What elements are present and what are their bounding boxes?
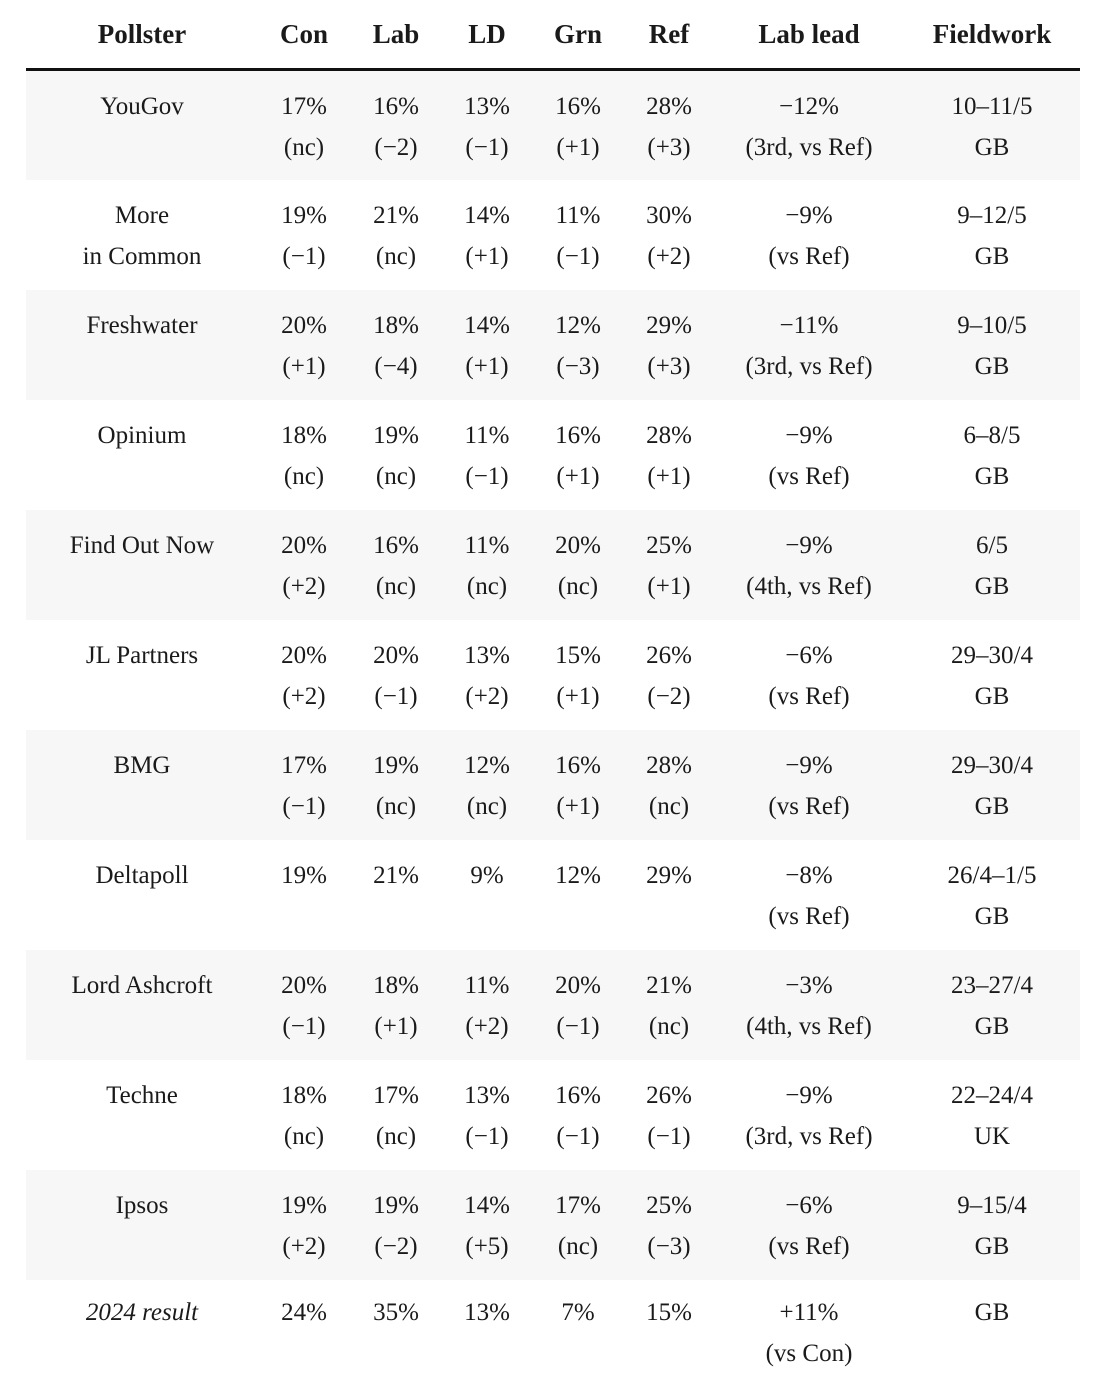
cell-line: 11%: [555, 201, 601, 229]
cell-line: GB: [974, 242, 1010, 270]
cell-line: (+3): [647, 352, 691, 380]
ld-cell: [442, 510, 532, 620]
cell-line: 21%: [373, 861, 419, 889]
con-cell: [258, 1280, 350, 1390]
cell-line: 19%: [281, 861, 327, 889]
cell-line: (+2): [282, 572, 326, 600]
cell-line: (−1): [465, 1122, 509, 1150]
cell-line: (+2): [282, 1232, 326, 1260]
table-row: [26, 840, 1080, 950]
cell-line: 16%: [555, 1081, 601, 1109]
cell-line: Lord Ashcroft: [71, 971, 213, 999]
cell-line: (−1): [556, 1012, 600, 1040]
ref-cell: [624, 290, 714, 400]
ref-cell: [624, 840, 714, 950]
ld-cell: [442, 620, 532, 730]
cell-line: (nc): [648, 792, 690, 820]
cell-line: 14%: [464, 201, 510, 229]
fieldwork-cell: [904, 290, 1080, 400]
con-cell: [258, 950, 350, 1060]
cell-line: 2024 result: [85, 1298, 199, 1326]
cell-line: (nc): [466, 572, 508, 600]
cell-line: (3rd, vs Ref): [745, 134, 873, 161]
cell-line: 13%: [464, 1298, 510, 1326]
cell-line: 10–11/5: [951, 93, 1033, 120]
table-row: [26, 180, 1080, 290]
cell-line: 19%: [281, 201, 327, 229]
cell-line: (vs Ref): [768, 682, 850, 710]
ld-cell: [442, 1060, 532, 1170]
cell-line: 19%: [373, 751, 419, 779]
con-cell: [258, 1170, 350, 1280]
cell-line: 17%: [373, 1081, 419, 1109]
table-row: [26, 950, 1080, 1060]
cell-line: (−2): [374, 1232, 418, 1260]
lab-lead-cell: [714, 620, 904, 730]
cell-line: (+1): [556, 792, 600, 820]
table-row: [26, 70, 1080, 180]
cell-line: 18%: [281, 421, 327, 449]
cell-line: (vs Ref): [768, 1232, 850, 1260]
cell-line: 12%: [464, 751, 510, 779]
table-row: [26, 400, 1080, 510]
cell-line: (nc): [466, 792, 508, 820]
cell-line: 22–24/4: [951, 1081, 1033, 1109]
lab-cell: [350, 70, 442, 180]
lab-cell: [350, 290, 442, 400]
cell-line: 13%: [464, 93, 510, 120]
cell-line: 20%: [373, 641, 419, 669]
fieldwork-cell: [904, 70, 1080, 180]
lab-cell: [350, 510, 442, 620]
lab-lead-cell: [714, 1280, 904, 1390]
cell-line: 19%: [281, 1191, 327, 1219]
cell-line: Find Out Now: [69, 531, 215, 559]
cell-line: Opinium: [97, 421, 187, 449]
grn-cell: [532, 180, 624, 290]
lab-cell: [350, 730, 442, 840]
cell-line: 14%: [464, 1191, 510, 1219]
cell-line: 20%: [555, 531, 601, 559]
cell-line: (vs Ref): [768, 462, 850, 490]
table-row: [26, 1060, 1080, 1170]
cell-line: GB: [974, 134, 1010, 161]
pollster-cell: [26, 400, 258, 510]
pollster-cell: [26, 70, 258, 180]
cell-line: (nc): [375, 462, 417, 490]
header-pollster: Pollster: [26, 0, 258, 70]
cell-line: 11%: [464, 531, 510, 559]
fieldwork-cell: [904, 400, 1080, 510]
pollster-cell: [26, 1060, 258, 1170]
cell-line: −8%: [785, 861, 833, 889]
cell-line: (nc): [557, 1232, 599, 1260]
cell-line: GB: [974, 682, 1010, 710]
cell-line: (vs Ref): [768, 902, 850, 930]
grn-cell: [532, 1060, 624, 1170]
cell-line: 13%: [464, 1081, 510, 1109]
fieldwork-cell: [904, 620, 1080, 730]
cell-line: −9%: [785, 421, 833, 449]
cell-line: (−1): [556, 1122, 600, 1150]
cell-line: 6–8/5: [963, 421, 1021, 449]
con-cell: [258, 510, 350, 620]
lab-cell: [350, 620, 442, 730]
cell-line: 11%: [464, 421, 510, 449]
cell-line: 20%: [281, 641, 327, 669]
table-row: [26, 1170, 1080, 1280]
cell-line: 28%: [646, 421, 692, 449]
pollster-cell: [26, 730, 258, 840]
header-grn: Grn: [532, 0, 624, 70]
cell-line: Ipsos: [115, 1191, 169, 1219]
cell-line: 18%: [373, 971, 419, 999]
cell-line: 24%: [281, 1298, 327, 1326]
cell-line: 9–15/4: [957, 1191, 1027, 1219]
pollster-cell: [26, 180, 258, 290]
cell-line: 35%: [373, 1298, 419, 1326]
ref-cell: [624, 400, 714, 510]
cell-line: 12%: [555, 311, 601, 339]
cell-line: 29%: [646, 861, 692, 889]
cell-line: (4th, vs Ref): [746, 1012, 872, 1040]
cell-line: −9%: [785, 201, 833, 229]
cell-line: 17%: [281, 93, 327, 120]
cell-line: −6%: [785, 1191, 833, 1219]
cell-line: +11%: [779, 1298, 839, 1326]
cell-line: (+1): [465, 242, 509, 270]
cell-line: 20%: [281, 311, 327, 339]
lab-cell: [350, 840, 442, 950]
con-cell: [258, 400, 350, 510]
lab-lead-cell: [714, 510, 904, 620]
cell-line: BMG: [113, 751, 171, 779]
cell-line: (nc): [557, 572, 599, 600]
cell-line: (nc): [283, 134, 325, 161]
cell-line: (+2): [465, 1012, 509, 1040]
header-lab-lead: Lab lead: [714, 0, 904, 70]
cell-line: (nc): [375, 242, 417, 270]
cell-line: 16%: [373, 531, 419, 559]
cell-line: GB: [974, 572, 1010, 600]
cell-line: 20%: [281, 531, 327, 559]
cell-line: 21%: [646, 971, 692, 999]
cell-line: −9%: [785, 751, 833, 779]
cell-line: (+1): [374, 1012, 418, 1040]
fieldwork-cell: [904, 1280, 1080, 1390]
fieldwork-cell: [904, 1170, 1080, 1280]
cell-line: (nc): [648, 1012, 690, 1040]
fieldwork-cell: [904, 730, 1080, 840]
cell-line: (+1): [465, 352, 509, 380]
fieldwork-cell: [904, 1060, 1080, 1170]
cell-line: (nc): [375, 792, 417, 820]
pollster-cell: [26, 510, 258, 620]
cell-line: (nc): [283, 1122, 325, 1150]
cell-line: 18%: [281, 1081, 327, 1109]
ld-cell: [442, 290, 532, 400]
cell-line: (−1): [374, 682, 418, 710]
lab-lead-cell: [714, 840, 904, 950]
lab-cell: [350, 180, 442, 290]
cell-line: 28%: [646, 751, 692, 779]
cell-line: 18%: [373, 311, 419, 339]
con-cell: [258, 1060, 350, 1170]
cell-line: (+5): [465, 1232, 509, 1260]
table-row: [26, 620, 1080, 730]
pollster-cell: [26, 290, 258, 400]
ref-cell: [624, 1280, 714, 1390]
cell-line: 29%: [646, 311, 692, 339]
header-ld: LD: [442, 0, 532, 70]
cell-line: 15%: [646, 1298, 692, 1326]
cell-line: 25%: [646, 531, 692, 559]
cell-line: (−1): [465, 462, 509, 490]
cell-line: (+3): [647, 134, 691, 161]
lab-lead-cell: [714, 950, 904, 1060]
table-row: [26, 510, 1080, 620]
cell-line: 25%: [646, 1191, 692, 1219]
cell-line: (vs Ref): [768, 792, 850, 820]
grn-cell: [532, 730, 624, 840]
lab-lead-cell: [714, 290, 904, 400]
cell-line: (−4): [374, 352, 418, 380]
ld-cell: [442, 180, 532, 290]
lab-cell: [350, 950, 442, 1060]
header-con: Con: [258, 0, 350, 70]
cell-line: 13%: [464, 641, 510, 669]
lab-cell: [350, 1060, 442, 1170]
lab-lead-cell: [714, 1170, 904, 1280]
table-row: [26, 730, 1080, 840]
cell-line: (+1): [647, 462, 691, 490]
result-row: [26, 1280, 1080, 1390]
cell-line: 9–12/5: [957, 201, 1027, 229]
lab-lead-cell: [714, 730, 904, 840]
header-lab: Lab: [350, 0, 442, 70]
table-row: [26, 290, 1080, 400]
cell-line: (vs Ref): [768, 242, 850, 270]
ref-cell: [624, 730, 714, 840]
ref-cell: [624, 620, 714, 730]
fieldwork-cell: [904, 510, 1080, 620]
grn-cell: [532, 510, 624, 620]
cell-line: in Common: [82, 242, 202, 270]
cell-line: 17%: [555, 1191, 601, 1219]
cell-line: (+2): [465, 682, 509, 710]
cell-line: (−1): [647, 1122, 691, 1150]
ref-cell: [624, 1060, 714, 1170]
cell-line: (+1): [556, 462, 600, 490]
ref-cell: [624, 70, 714, 180]
lab-cell: [350, 1280, 442, 1390]
cell-line: More: [114, 201, 170, 229]
table-body: [26, 70, 1080, 1390]
ld-cell: [442, 840, 532, 950]
cell-line: GB: [974, 1012, 1010, 1040]
cell-line: 16%: [555, 93, 601, 120]
cell-line: −12%: [779, 93, 839, 120]
cell-line: YouGov: [100, 93, 184, 120]
cell-line: (+1): [556, 134, 600, 161]
cell-line: (−2): [647, 682, 691, 710]
grn-cell: [532, 1170, 624, 1280]
cell-line: (−1): [282, 242, 326, 270]
cell-line: (3rd, vs Ref): [745, 1122, 873, 1150]
cell-line: (−2): [374, 134, 418, 161]
cell-line: (nc): [283, 462, 325, 490]
cell-line: −9%: [785, 1081, 833, 1109]
cell-line: 26/4–1/5: [947, 861, 1037, 889]
ld-cell: [442, 1280, 532, 1390]
cell-line: 28%: [646, 93, 692, 120]
cell-line: GB: [974, 1298, 1010, 1326]
cell-line: 9%: [470, 861, 504, 889]
cell-line: −3%: [785, 971, 833, 999]
con-cell: [258, 840, 350, 950]
pollster-cell: [26, 950, 258, 1060]
poll-table: [26, 0, 1080, 1390]
cell-line: 14%: [464, 311, 510, 339]
cell-line: (vs Con): [765, 1339, 853, 1367]
cell-line: GB: [974, 792, 1010, 820]
ref-cell: [624, 510, 714, 620]
cell-line: (−3): [647, 1232, 691, 1260]
cell-line: 16%: [373, 93, 419, 120]
cell-line: 17%: [281, 751, 327, 779]
ld-cell: [442, 70, 532, 180]
cell-line: GB: [974, 352, 1010, 380]
cell-line: UK: [973, 1122, 1011, 1150]
cell-line: (+1): [647, 572, 691, 600]
ld-cell: [442, 730, 532, 840]
ld-cell: [442, 1170, 532, 1280]
cell-line: (+2): [647, 242, 691, 270]
con-cell: [258, 620, 350, 730]
grn-cell: [532, 70, 624, 180]
cell-line: (4th, vs Ref): [746, 572, 872, 600]
fieldwork-cell: [904, 950, 1080, 1060]
cell-line: 11%: [464, 971, 510, 999]
cell-line: (+1): [282, 352, 326, 380]
cell-line: (+1): [556, 682, 600, 710]
cell-line: GB: [974, 462, 1010, 490]
lab-cell: [350, 400, 442, 510]
cell-line: (3rd, vs Ref): [745, 352, 873, 380]
cell-line: (−1): [282, 1012, 326, 1040]
lab-lead-cell: [714, 1060, 904, 1170]
header-ref: Ref: [624, 0, 714, 70]
grn-cell: [532, 840, 624, 950]
con-cell: [258, 70, 350, 180]
cell-line: Freshwater: [86, 311, 198, 339]
cell-line: Techne: [106, 1081, 178, 1109]
cell-line: 29–30/4: [951, 751, 1033, 779]
ref-cell: [624, 950, 714, 1060]
lab-lead-cell: [714, 400, 904, 510]
pollster-cell: [26, 1170, 258, 1280]
cell-line: 9–10/5: [957, 311, 1027, 339]
lab-lead-cell: [714, 180, 904, 290]
con-cell: [258, 180, 350, 290]
cell-line: (nc): [375, 1122, 417, 1150]
cell-line: 21%: [373, 201, 419, 229]
header-row: [26, 0, 1080, 70]
cell-line: GB: [974, 902, 1010, 930]
cell-line: 19%: [373, 421, 419, 449]
cell-line: −11%: [779, 311, 839, 339]
cell-line: (−1): [465, 134, 509, 161]
cell-line: 26%: [646, 641, 692, 669]
cell-line: (+2): [282, 682, 326, 710]
fieldwork-cell: [904, 180, 1080, 290]
cell-line: 20%: [555, 971, 601, 999]
cell-line: Deltapoll: [95, 861, 189, 889]
cell-line: 15%: [555, 641, 601, 669]
ld-cell: [442, 400, 532, 510]
grn-cell: [532, 400, 624, 510]
pollster-cell: [26, 620, 258, 730]
cell-line: (−1): [556, 242, 600, 270]
cell-line: 19%: [373, 1191, 419, 1219]
con-cell: [258, 290, 350, 400]
ref-cell: [624, 1170, 714, 1280]
lab-lead-cell: [714, 70, 904, 180]
cell-line: JL Partners: [85, 641, 199, 669]
pollster-cell: [26, 1280, 258, 1390]
ref-cell: [624, 180, 714, 290]
cell-line: 6/5: [976, 531, 1008, 559]
cell-line: 30%: [646, 201, 692, 229]
grn-cell: [532, 1280, 624, 1390]
ld-cell: [442, 950, 532, 1060]
cell-line: 16%: [555, 421, 601, 449]
cell-line: 20%: [281, 971, 327, 999]
cell-line: GB: [974, 1232, 1010, 1260]
cell-line: (−1): [282, 792, 326, 820]
cell-line: −6%: [785, 641, 833, 669]
header-fieldwork: Fieldwork: [904, 0, 1080, 70]
cell-line: 26%: [646, 1081, 692, 1109]
cell-line: (nc): [375, 572, 417, 600]
cell-line: −9%: [785, 531, 833, 559]
pollster-cell: [26, 840, 258, 950]
table-header: [26, 0, 1080, 70]
cell-line: 16%: [555, 751, 601, 779]
cell-line: 12%: [555, 861, 601, 889]
grn-cell: [532, 950, 624, 1060]
lab-cell: [350, 1170, 442, 1280]
cell-line: 29–30/4: [951, 641, 1033, 669]
grn-cell: [532, 620, 624, 730]
cell-line: 7%: [561, 1298, 595, 1326]
cell-line: (−3): [556, 352, 600, 380]
con-cell: [258, 730, 350, 840]
cell-line: 23–27/4: [951, 971, 1033, 999]
fieldwork-cell: [904, 840, 1080, 950]
grn-cell: [532, 290, 624, 400]
